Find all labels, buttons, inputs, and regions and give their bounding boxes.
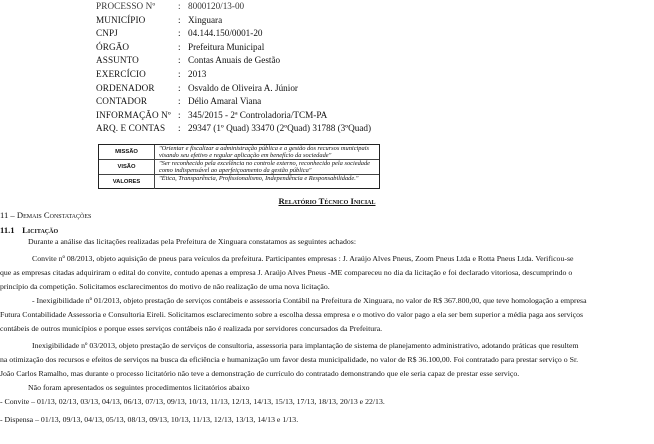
header-field-label: PROCESSO Nº (96, 1, 156, 11)
header-field-label: ÓRGÃO (96, 41, 130, 52)
section-heading: 11 – Demais Constatações (0, 210, 92, 220)
body-line: João Carlos Ramalho, mas durante o processo licitatório não teve a demonstração de currículo do contratado demonstrando que ele seria capaz de prestar esse serviço. (0, 369, 520, 378)
header-field-row (96, 14, 496, 28)
mission-vision-values-table (98, 144, 380, 189)
colon-separator: : (178, 55, 181, 66)
body-line: que as empresas citadas adquiriram o edital do convite, contudo apenas a empresa J. Araújo Alves Pneus -ME compareceu no dia da licitação e foi declarado vitoriosa, descumprindo o (0, 268, 573, 277)
header-field-row (96, 82, 496, 96)
header-field-label: MUNICÍPIO (96, 14, 146, 25)
subsection-heading (0, 225, 58, 235)
subsection-title: Licitação (22, 225, 59, 235)
values-label: VALORES (99, 175, 155, 189)
body-line: Não foram apresentados os seguintes procedimentos licitatórios abaixo (28, 383, 250, 392)
body-line: Convite nº 08/2013, objeto aquisição de pneus para veículos da prefeitura. Participantes empresas : J. Araújo Alves Pneus, Zoom Pneus Ltda e Rotta Pneus Ltda. Verificou-se (32, 254, 574, 263)
header-field-label: EXERCÍCIO (96, 68, 146, 79)
header-field-row (96, 27, 496, 41)
header-field-row (96, 41, 496, 55)
subsection-number: 11.1 (0, 225, 15, 235)
vision-label: VISÃO (99, 160, 155, 174)
header-field-value: 8000120/13-00 (188, 1, 245, 11)
body-line: contábeis de outros municípios e porque esses serviços contábeis não é realizada por servidores concursados da Prefeitura. (0, 324, 383, 333)
colon-separator: : (178, 1, 181, 11)
header-field-value: 29347 (1º Quad) 33470 (2ºQuad) 31788 (3ºQuad) (188, 123, 372, 134)
intro-line: Durante a análise das licitações realizadas pela Prefeitura de Xinguara constatamos as seguintes achados: (28, 237, 356, 246)
convite-list: - Convite – 01/13, 02/13, 03/13, 04/13, 06/13, 07/13, 09/13, 10/13, 11/13, 12/13, 14/13, 15/13, 17/13, 18/13, 20/13 e 22/13. (0, 397, 385, 406)
mission-label: MISSÃO (99, 145, 155, 159)
body-line: Inexigibilidade nº 03/2013, objeto prestação de serviços de consultoria, assessoria para implantação de sistema de planejamento administrativo, adotando práticas que resultem (32, 341, 579, 350)
colon-separator: : (178, 68, 181, 79)
vision-text: "Ser reconhecido pela excelência no controle externo, reconhecido pela sociedade como indispensável ao aperfeiçoamento da gestão pública" (159, 160, 371, 174)
header-field-row (96, 95, 496, 109)
header-field-row (96, 54, 496, 68)
colon-separator: : (178, 41, 181, 52)
header-field-value: 345/2015 - 2ª Controladoria/TCM-PA (188, 109, 328, 120)
colon-separator: : (178, 28, 181, 39)
header-field-row (96, 68, 496, 82)
header-field-label: CNPJ (96, 28, 118, 39)
body-line: princípio da competição. Solicitamos esclarecimentos do motivo de não realização de uma nova licitação. (0, 282, 330, 291)
header-field-label: ASSUNTO (96, 55, 139, 66)
values-row (99, 174, 379, 189)
header-field-label: INFORMAÇÃO Nº (96, 109, 171, 120)
header-field-value: 2013 (188, 68, 207, 79)
header-field-row (96, 122, 496, 136)
header-field-row (96, 109, 496, 123)
header-field-label: CONTADOR (96, 96, 148, 107)
colon-separator: : (178, 109, 181, 120)
body-line: na otimização dos recursos e efeitos de serviços na busca da eficiência e humanização um favor desta municipalidade, no valor de R$ 36.100,00. Foi contratado para prestar serviço o Sr. (0, 355, 579, 364)
vision-row (99, 159, 379, 174)
mission-text: "Orientar e fiscalizar a administração pública e a gestão dos recursos municipais visando seu efetivo e regular aplicação em benefício da sociedade" (159, 145, 369, 159)
mission-row (99, 145, 379, 159)
header-field-value: Osvaldo de Oliveira A. Júnior (188, 82, 298, 93)
colon-separator: : (178, 82, 181, 93)
colon-separator: : (178, 96, 181, 107)
header-field-value: Xinguara (188, 14, 223, 25)
report-title: Relatório Técnico Inicial (278, 196, 376, 206)
header-field-value: 04.144.150/0001-20 (188, 28, 263, 39)
header-field-row (96, 0, 496, 14)
header-field-value: Prefeitura Municipal (188, 41, 265, 52)
dispensa-list: - Dispensa – 01/13, 09/13, 04/13, 05/13, 08/13, 09/13, 10/13, 11/13, 12/13, 13/13, 14/13 e 1/13. (0, 415, 299, 424)
body-line: Futura Contabilidade Assessoria e Consultoria Eireli. Solicitamos esclarecimento sobre a escolha dessa empresa e o motivo do valor pago a ela ser bem superior a média paga aos serviços (0, 310, 584, 319)
body-line: - Inexigibilidade nº 01/2013, objeto prestação de serviços contábeis e assessoria Contábil na Prefeitura de Xinguara, no valor de R$ 367.800,00, que teve homologação a empresa (32, 296, 587, 305)
colon-separator: : (178, 123, 181, 134)
header-field-value: Délio Amaral Viana (188, 96, 262, 107)
colon-separator: : (178, 14, 181, 25)
process-header (96, 0, 496, 136)
header-field-value: Contas Anuais de Gestão (188, 55, 281, 66)
values-text: "Ética, Transparência, Profissionalismo, Independência e Responsabilidade." (159, 175, 359, 182)
header-field-label: ARQ. E CONTAS (96, 123, 166, 134)
header-field-label: ORDENADOR (96, 82, 155, 93)
